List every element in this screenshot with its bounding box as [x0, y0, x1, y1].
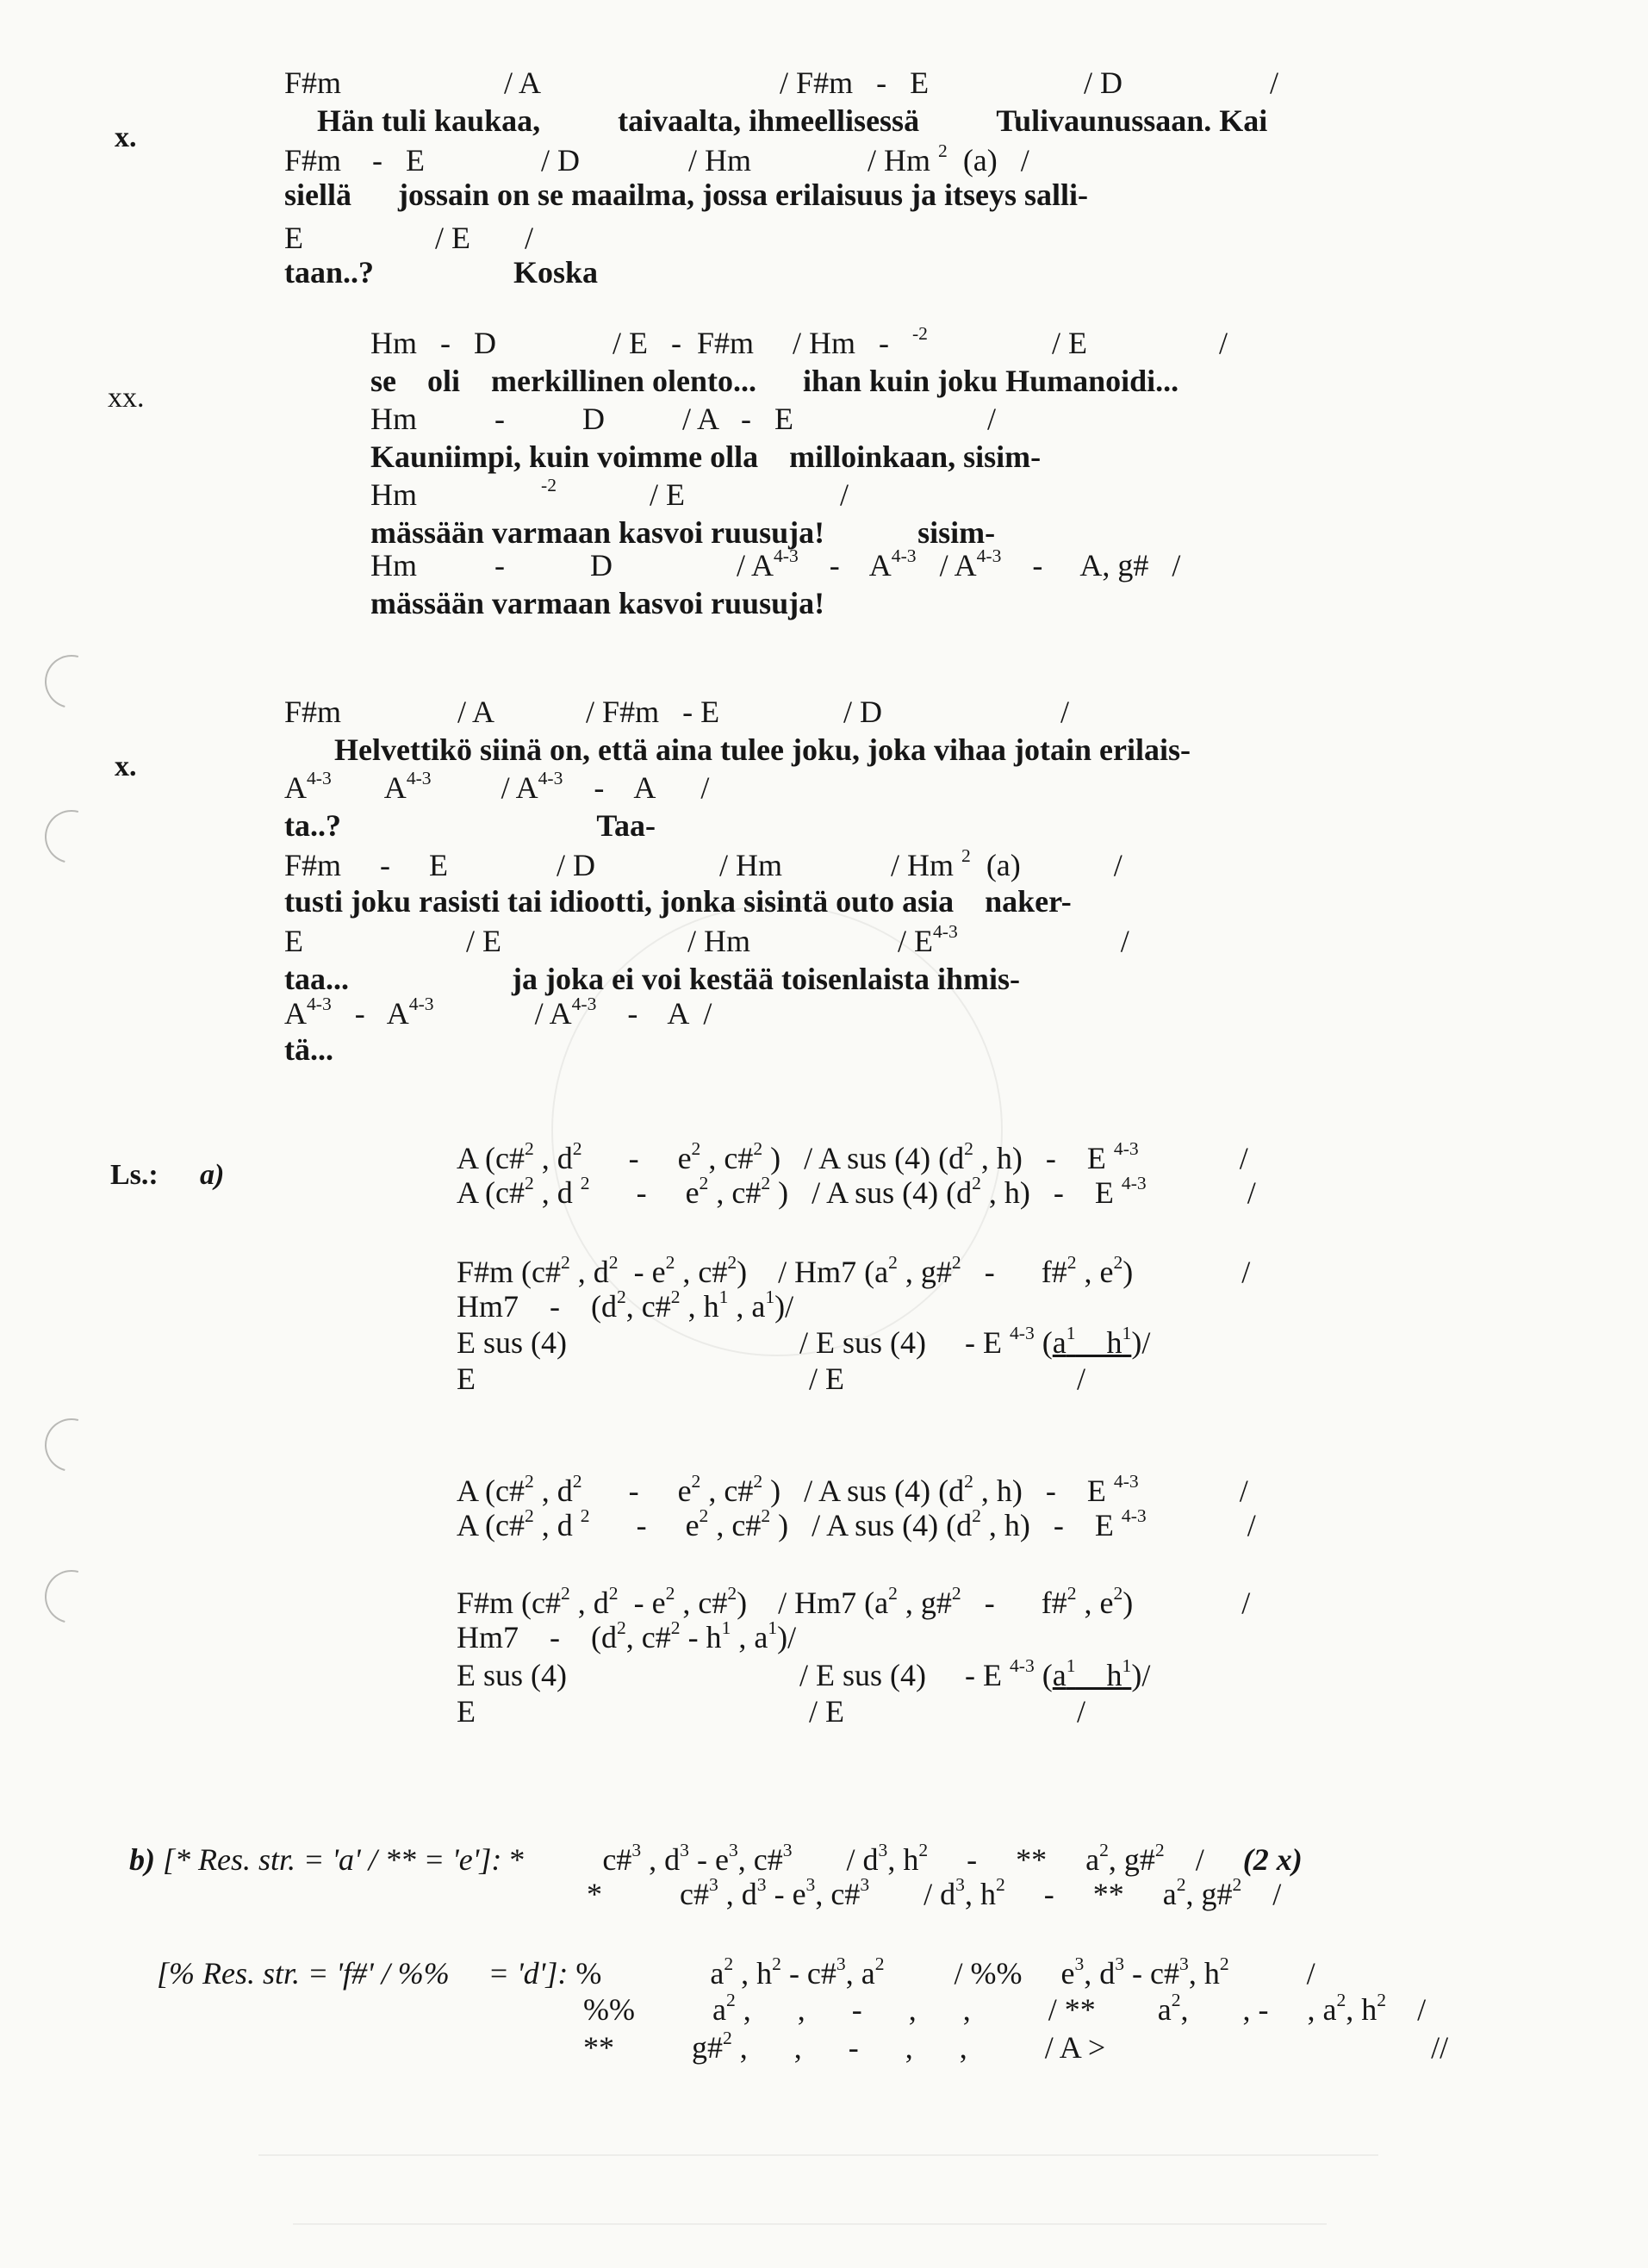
lyric-line: tusti joku rasisti tai idiootti, jonka sisintä outo asia naker-	[284, 884, 1072, 919]
chord-line: Hm $^{-2}$ / E /	[370, 474, 849, 512]
chord-line: E / E /	[284, 221, 533, 255]
chord-line: [% Res. str. = 'f#' / %% = 'd']: % $a^2$ , $h^2$ - c#$^3$, $a^2$ / %% $e^3$, $d^3$ - c#$^3$, $h^2$ /	[157, 1953, 1315, 1991]
chord-line: Hm - D / A - E /	[370, 402, 996, 436]
chord-line: E sus (4) / E sus (4) - E $^{4-3}$ ($a^1$ _ $h^1)/$	[457, 1322, 1151, 1360]
chord-line: ** g#$^2$ , , - , , / A > //	[157, 2027, 1449, 2065]
punch-hole	[35, 645, 109, 719]
chord-line: E sus (4) / E sus (4) - E $^{4-3}$ ($a^1$ _ $h^1)/$	[457, 1654, 1151, 1692]
section-marker-xx: xx.	[108, 382, 145, 414]
chord-line: F#m (c#$^2$ , $d^2 - e^2$ , c#$^2$) / Hm7 ($a^2$ , g#$^2$ - f#$^2$ , $e^2$) /	[457, 1582, 1251, 1620]
chord-line: F#m - E / D / Hm / Hm $^2$ (a) /	[284, 844, 1123, 882]
lyric-line: taan..? Koska	[284, 255, 599, 290]
chord-line: F#m (c#$^2$ , $d^2 - e^2$ , c#$^2$) / Hm7 ($a^2$ , g#$^2$ - f#$^2$ , $e^2$) /	[457, 1251, 1251, 1289]
lyric-line: Hän tuli kaukaa, taivaalta, ihmeellisessä Tulivaunussaan. Kai	[317, 103, 1268, 138]
chord-line: * c#$^3$ , $d^3 - e^3$, c#$^3$ / $d^3$, $h^2$ - ** $a^2$, g#$^2$ /	[129, 1873, 1282, 1911]
chord-line: $A^{4-3}$ $A^{4-3}$ / $A^{4-3}$ - A /	[284, 767, 710, 805]
punch-hole	[35, 801, 109, 874]
chord-line: A (c#$^2$ , d $^2$ - $e^2$ , c#$^2$ ) / A sus (4) ($d^2$ , h) - E $^{4-3}$ /	[457, 1172, 1256, 1210]
lyric-line: taa... ja joka ei voi kestää toisenlaista ihmis-	[284, 962, 1020, 996]
chord-line: E / E / Hm / $E^{4-3}$ /	[284, 920, 1129, 958]
lyric-line: siellä jossain on se maailma, jossa erilaisuus ja itseys salli-	[284, 178, 1089, 212]
lyric-line: se oli merkillinen olento... ihan kuin joku Humanoidi...	[370, 364, 1179, 398]
chord-line: A (c#$^2$ , $d^2$ - $e^2$ , c#$^2$ ) / A sus (4) ($d^2$ , h) - E $^{4-3}$ /	[457, 1137, 1248, 1175]
chord-line: F#m / A / F#m - E / D /	[284, 695, 1070, 729]
performance-notes-item-a: a)	[200, 1159, 225, 1191]
chord-line: A (c#$^2$ , $d^2$ - $e^2$ , c#$^2$ ) / A sus (4) ($d^2$ , h) - E $^{4-3}$ /	[457, 1470, 1248, 1508]
show-through-line	[293, 2223, 1327, 2225]
chord-line: b) [* Res. str. = 'a' / ** = 'e']: * c#$^3$ , $d^3 - e^3$, c#$^3$ / $d^3$, $h^2$ - ** $a^2$, g#$^2$ / (2 x)	[129, 1839, 1303, 1877]
chord-line: %% $a^2$ , , - , , / ** $a^2$, , - , $a^2$, $h^2$ /	[157, 1989, 1427, 2027]
chord-line: Hm7 - ($d^2$, c#$^2$ - $h^1$ , $a^1)/$	[457, 1617, 797, 1654]
lyric-line: Helvettikö siinä on, että aina tulee joku, joka vihaa jotain erilais-	[334, 732, 1191, 767]
lyric-line: ta..? Taa-	[284, 808, 656, 843]
punch-hole	[35, 1409, 109, 1482]
punch-hole	[35, 1561, 109, 1634]
chord-line: Hm7 - ($d^2$, c#$^2$ , $h^1$ , $a^1)/$	[457, 1286, 794, 1324]
chord-line: A (c#$^2$ , d $^2$ - $e^2$ , c#$^2$ ) / A sus (4) ($d^2$ , h) - E $^{4-3}$ /	[457, 1505, 1256, 1542]
chord-line: Hm - D / E - F#m / Hm - $^{-2}$ / E /	[370, 322, 1228, 360]
chord-line: $A^{4-3} - A^{4-3}$ / $A^{4-3}$ - A /	[284, 993, 712, 1031]
chord-line: F#m / A / F#m - E / D /	[284, 65, 1279, 100]
performance-notes-label: Ls.:	[110, 1159, 159, 1191]
lyric-line: mässään varmaan kasvoi ruusuja!	[370, 586, 825, 620]
chord-line: E / E /	[457, 1361, 1085, 1396]
section-marker-x: x.	[115, 751, 137, 782]
chord-line: Hm - D / $A^{4-3}$ - $A^{4-3} / A^{4-3}$ - A, g# /	[370, 545, 1181, 583]
chord-line: F#m - E / D / Hm / Hm $^2$ (a) /	[284, 140, 1029, 178]
section-marker-x: x.	[115, 122, 137, 153]
show-through-line	[258, 2154, 1378, 2156]
lyric-line: Kauniimpi, kuin voimme olla milloinkaan, sisim-	[370, 439, 1042, 474]
lyric-line: mässään varmaan kasvoi ruusuja! sisim-	[370, 515, 996, 550]
lyric-line: tä...	[284, 1032, 333, 1067]
chord-line: E / E /	[457, 1694, 1085, 1729]
